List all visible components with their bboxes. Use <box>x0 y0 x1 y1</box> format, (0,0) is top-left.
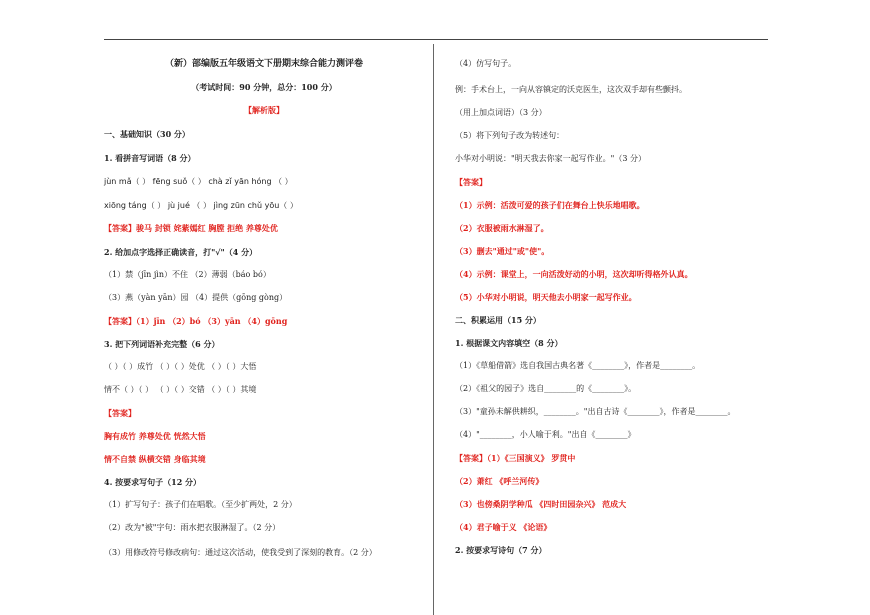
answer-3-row-1: 胸有成竹 养尊处优 恍然大悟 <box>104 431 206 441</box>
answer-3-label: 【答案】 <box>104 408 136 418</box>
question-4-5-text: 小华对小明说："明天我去你家一起写作业。"（3 分） <box>455 154 646 163</box>
answer-1: 【答案】骏马 封锁 姹紫嫣红 胸膛 拒绝 养尊处优 <box>104 223 278 233</box>
answer-5-4: （4）君子喻于义 《论语》 <box>455 522 552 532</box>
question-4-4-example: 例：手术台上，一向从容镇定的沃克医生，这次双手却有些颤抖。 <box>455 85 687 94</box>
column-divider <box>433 44 434 615</box>
section-heading-1: 一、基础知识（30 分） <box>104 129 190 139</box>
question-6: 2. 按要求写诗句（7 分） <box>455 545 547 555</box>
answer-3-row-2: 情不自禁 纵横交错 身临其境 <box>104 454 206 464</box>
answer-4-label: 【答案】 <box>455 177 487 187</box>
question-4-2: （2）改为"被"字句：雨水把衣服淋湿了。（2 分） <box>104 523 281 532</box>
answer-2: 【答案】（1）jīn （2）bó （3）yān （4）gōng <box>104 316 288 326</box>
question-5: 1. 根据课文内容填空（8 分） <box>455 338 563 348</box>
answer-4-5: （5）小华对小明说，明天他去小明家一起写作业。 <box>455 292 637 302</box>
answer-4-4: （4）示例：课堂上，一向活泼好动的小明，这次却听得格外认真。 <box>455 269 693 279</box>
question-2: 2. 给加点字选择正确读音，打"√"（4 分） <box>104 247 258 257</box>
question-3: 3. 把下列词语补充完整（6 分） <box>104 339 220 349</box>
question-5-4: （4）"________，小人喻于利。"出自《________》 <box>455 430 636 439</box>
question-4-4: （4）仿写句子。 <box>455 59 517 68</box>
answer-4-2: （2）衣服被雨水淋湿了。 <box>455 223 549 233</box>
answer-5-1: 【答案】（1）《三国演义》 罗贯中 <box>455 453 576 463</box>
question-4-3: （3）用修改符号修改病句：通过这次活动，使我受到了深刻的教育。（2 分） <box>104 548 377 557</box>
idiom-row-1: （ ）（ ）成竹 （ ）（ ）处优 （ ）（ ）大悟 <box>104 362 257 371</box>
question-5-1: （1）《草船借箭》选自我国古典名著《________》，作者是________。 <box>455 361 701 370</box>
exam-info: （考试时间：90 分钟，总分：100 分） <box>191 82 337 92</box>
question-4: 4. 按要求写句子（12 分） <box>104 477 202 487</box>
answer-4-1: （1）示例：活泼可爱的孩子们在舞台上快乐地唱歌。 <box>455 200 645 210</box>
question-5-2: （2）《祖父的园子》选自________的《________》。 <box>455 384 637 393</box>
reading-row-2: （3）燕（yàn yān）园 （4）提供（gōng gòng） <box>104 293 288 302</box>
question-4-1: （1）扩写句子：孩子们在唱歌。（至少扩两处，2 分） <box>104 500 297 509</box>
reading-row-1: （1）禁（jīn jìn）不住 （2）薄弱（báo bó） <box>104 270 271 279</box>
pinyin-row-2: xiōng táng（ ） jù jué （ ） jìng zūn chǔ yōu（ ） <box>104 201 298 210</box>
answer-5-3: （3）也傍桑阴学种瓜 《四时田园杂兴》 范成大 <box>455 499 627 509</box>
top-rule <box>104 39 768 40</box>
answer-5-2: （2）萧红 《呼兰河传》 <box>455 476 544 486</box>
question-4-5: （5）将下列句子改为转述句： <box>455 131 565 140</box>
question-1: 1. 看拼音写词语（8 分） <box>104 153 196 163</box>
idiom-row-2: 情不（ ）（ ） （ ）（ ）交错 （ ）（ ）其境 <box>104 385 257 394</box>
section-heading-2: 二、积累运用（15 分） <box>455 315 541 325</box>
answer-4-3: （3）删去"通过"或"使"。 <box>455 246 550 256</box>
edition-badge: 【解析版】 <box>244 105 284 115</box>
question-4-4-note: （用上加点词语）（3 分） <box>455 108 547 117</box>
question-5-3: （3）"童孙未解供耕织，________。"出自古诗《________》，作者是________。 <box>455 407 736 416</box>
page-title: （新）部编版五年级语文下册期末综合能力测评卷 <box>164 59 363 69</box>
pinyin-row-1: jùn mǎ（ ） fēng suǒ（ ） chà zǐ yān hóng （ ） <box>104 177 293 186</box>
